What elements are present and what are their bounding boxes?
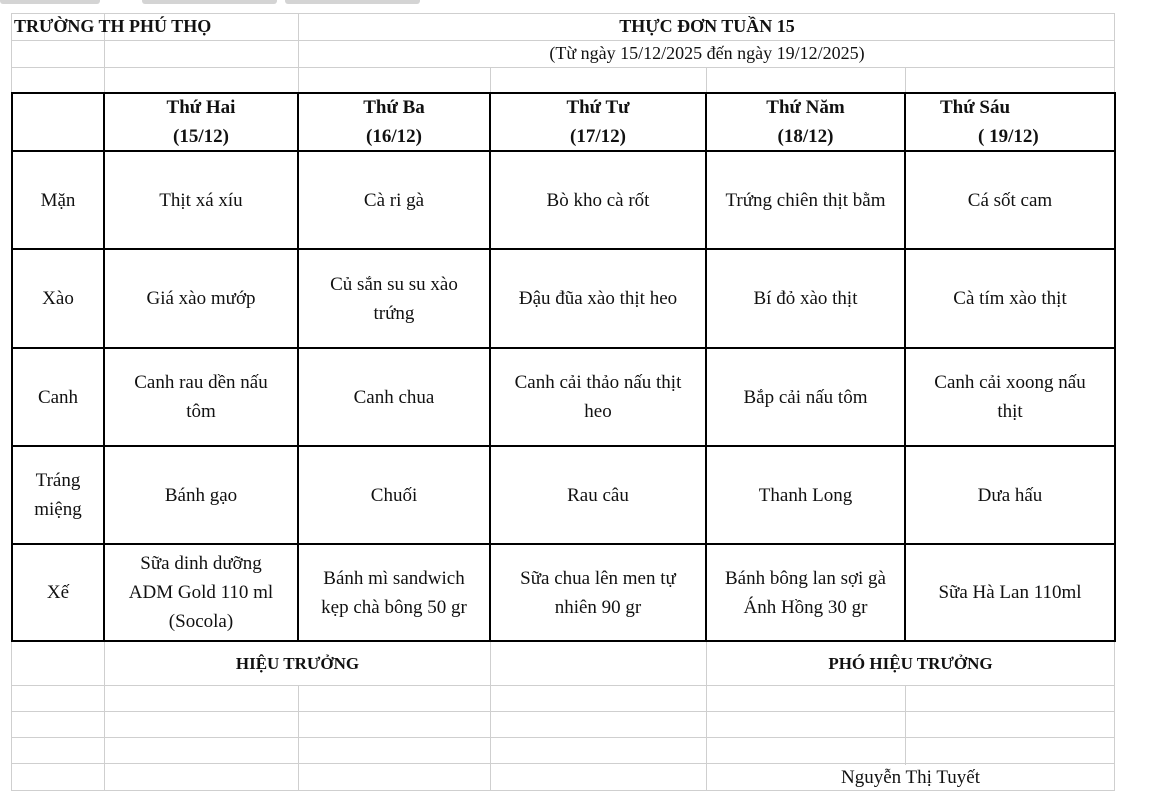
dish-cell: Thanh Long (758, 484, 853, 506)
dish-cell: Bánh bông lan sợi gà Ánh Hồng 30 gr (725, 567, 886, 618)
gridline (298, 685, 299, 791)
day-date: (16/12) (366, 126, 422, 147)
principal-title: HIỆU TRƯỞNG (235, 654, 360, 673)
day-name: Thứ Ba (363, 97, 425, 118)
gridline (490, 67, 491, 93)
row-label: Xế (46, 582, 70, 603)
dish-cell: Bánh mì sandwich kẹp chà bông 50 gr (321, 567, 467, 618)
row-label: Canh (37, 386, 79, 408)
day-name: Thứ Hai (166, 97, 236, 118)
day-header-friday (906, 93, 1114, 151)
day-header-tuesday (299, 93, 489, 151)
dish-cell: Canh chua (353, 386, 435, 408)
dish-cell: Bí đỏ xào thịt (753, 288, 858, 309)
date-range: (Từ ngày 15/12/2025 đến ngày 19/12/2025) (549, 43, 865, 63)
dish-cell: Sữa Hà Lan 110ml (938, 582, 1082, 603)
dish-cell: Canh rau dền nấu tôm (134, 372, 268, 422)
table-border (1114, 92, 1116, 642)
day-date: (15/12) (173, 126, 229, 147)
dish-cell: Bò kho cà rốt (546, 189, 650, 211)
row-label: Xào (42, 288, 74, 309)
row-label: Tráng miệng (34, 470, 82, 520)
day-name: Thứ Tư (566, 97, 630, 118)
day-header-thursday (707, 93, 904, 151)
dish-cell: Cà tím xào thịt (953, 288, 1067, 309)
gridline (490, 641, 491, 791)
dish-cell: Dưa hấu (977, 484, 1043, 506)
day-date: (18/12) (777, 126, 834, 147)
dish-cell: Trứng chiên thịt bằm (725, 189, 886, 211)
row-label: Mặn (40, 189, 76, 211)
dish-cell: Bắp cải nấu tôm (743, 386, 868, 408)
day-header-monday (105, 93, 297, 151)
day-header-wednesday (491, 93, 705, 151)
dish-cell: Giá xào mướp (146, 288, 256, 309)
dish-cell: Cà ri gà (363, 189, 425, 211)
gridline (905, 67, 906, 93)
day-name: Thứ Sáu (940, 97, 1011, 118)
dish-cell: Đậu đũa xào thịt heo (518, 288, 678, 309)
dish-cell: Sữa dinh dưỡng ADM Gold 110 ml (Socola) (128, 553, 274, 632)
gridline (11, 685, 1115, 686)
dish-cell: Bánh gạo (164, 484, 238, 506)
day-date: ( 19/12) (978, 126, 1039, 147)
day-name: Thứ Năm (766, 97, 845, 118)
day-date: (17/12) (570, 126, 626, 147)
gridline (11, 13, 12, 93)
vice-principal-title: PHÓ HIỆU TRƯỞNG (828, 654, 993, 673)
gridline (905, 685, 906, 765)
dish-cell: Canh cải thảo nấu thịt heo (514, 372, 682, 422)
dish-cell: Chuối (370, 484, 418, 506)
school-name: TRƯỜNG TH PHÚ THỌ (14, 16, 212, 36)
dish-cell: Cá sốt cam (967, 189, 1053, 211)
gridline (1114, 641, 1115, 791)
vice-principal-name: Nguyễn Thị Tuyết (840, 766, 980, 788)
gridline (11, 711, 1115, 712)
dish-cell: Củ sắn su su xào trứng (330, 273, 458, 324)
dish-cell: Sữa chua lên men tự nhiên 90 gr (520, 567, 676, 618)
gridline (11, 737, 1115, 738)
menu-title: THỰC ĐƠN TUẦN 15 (619, 16, 795, 36)
dish-cell: Rau câu (567, 484, 629, 506)
dish-cell: Thịt xá xíu (159, 189, 243, 211)
dish-cell: Canh cải xoong nấu thịt (934, 372, 1086, 422)
gridline (11, 641, 12, 791)
gridline (706, 67, 707, 93)
